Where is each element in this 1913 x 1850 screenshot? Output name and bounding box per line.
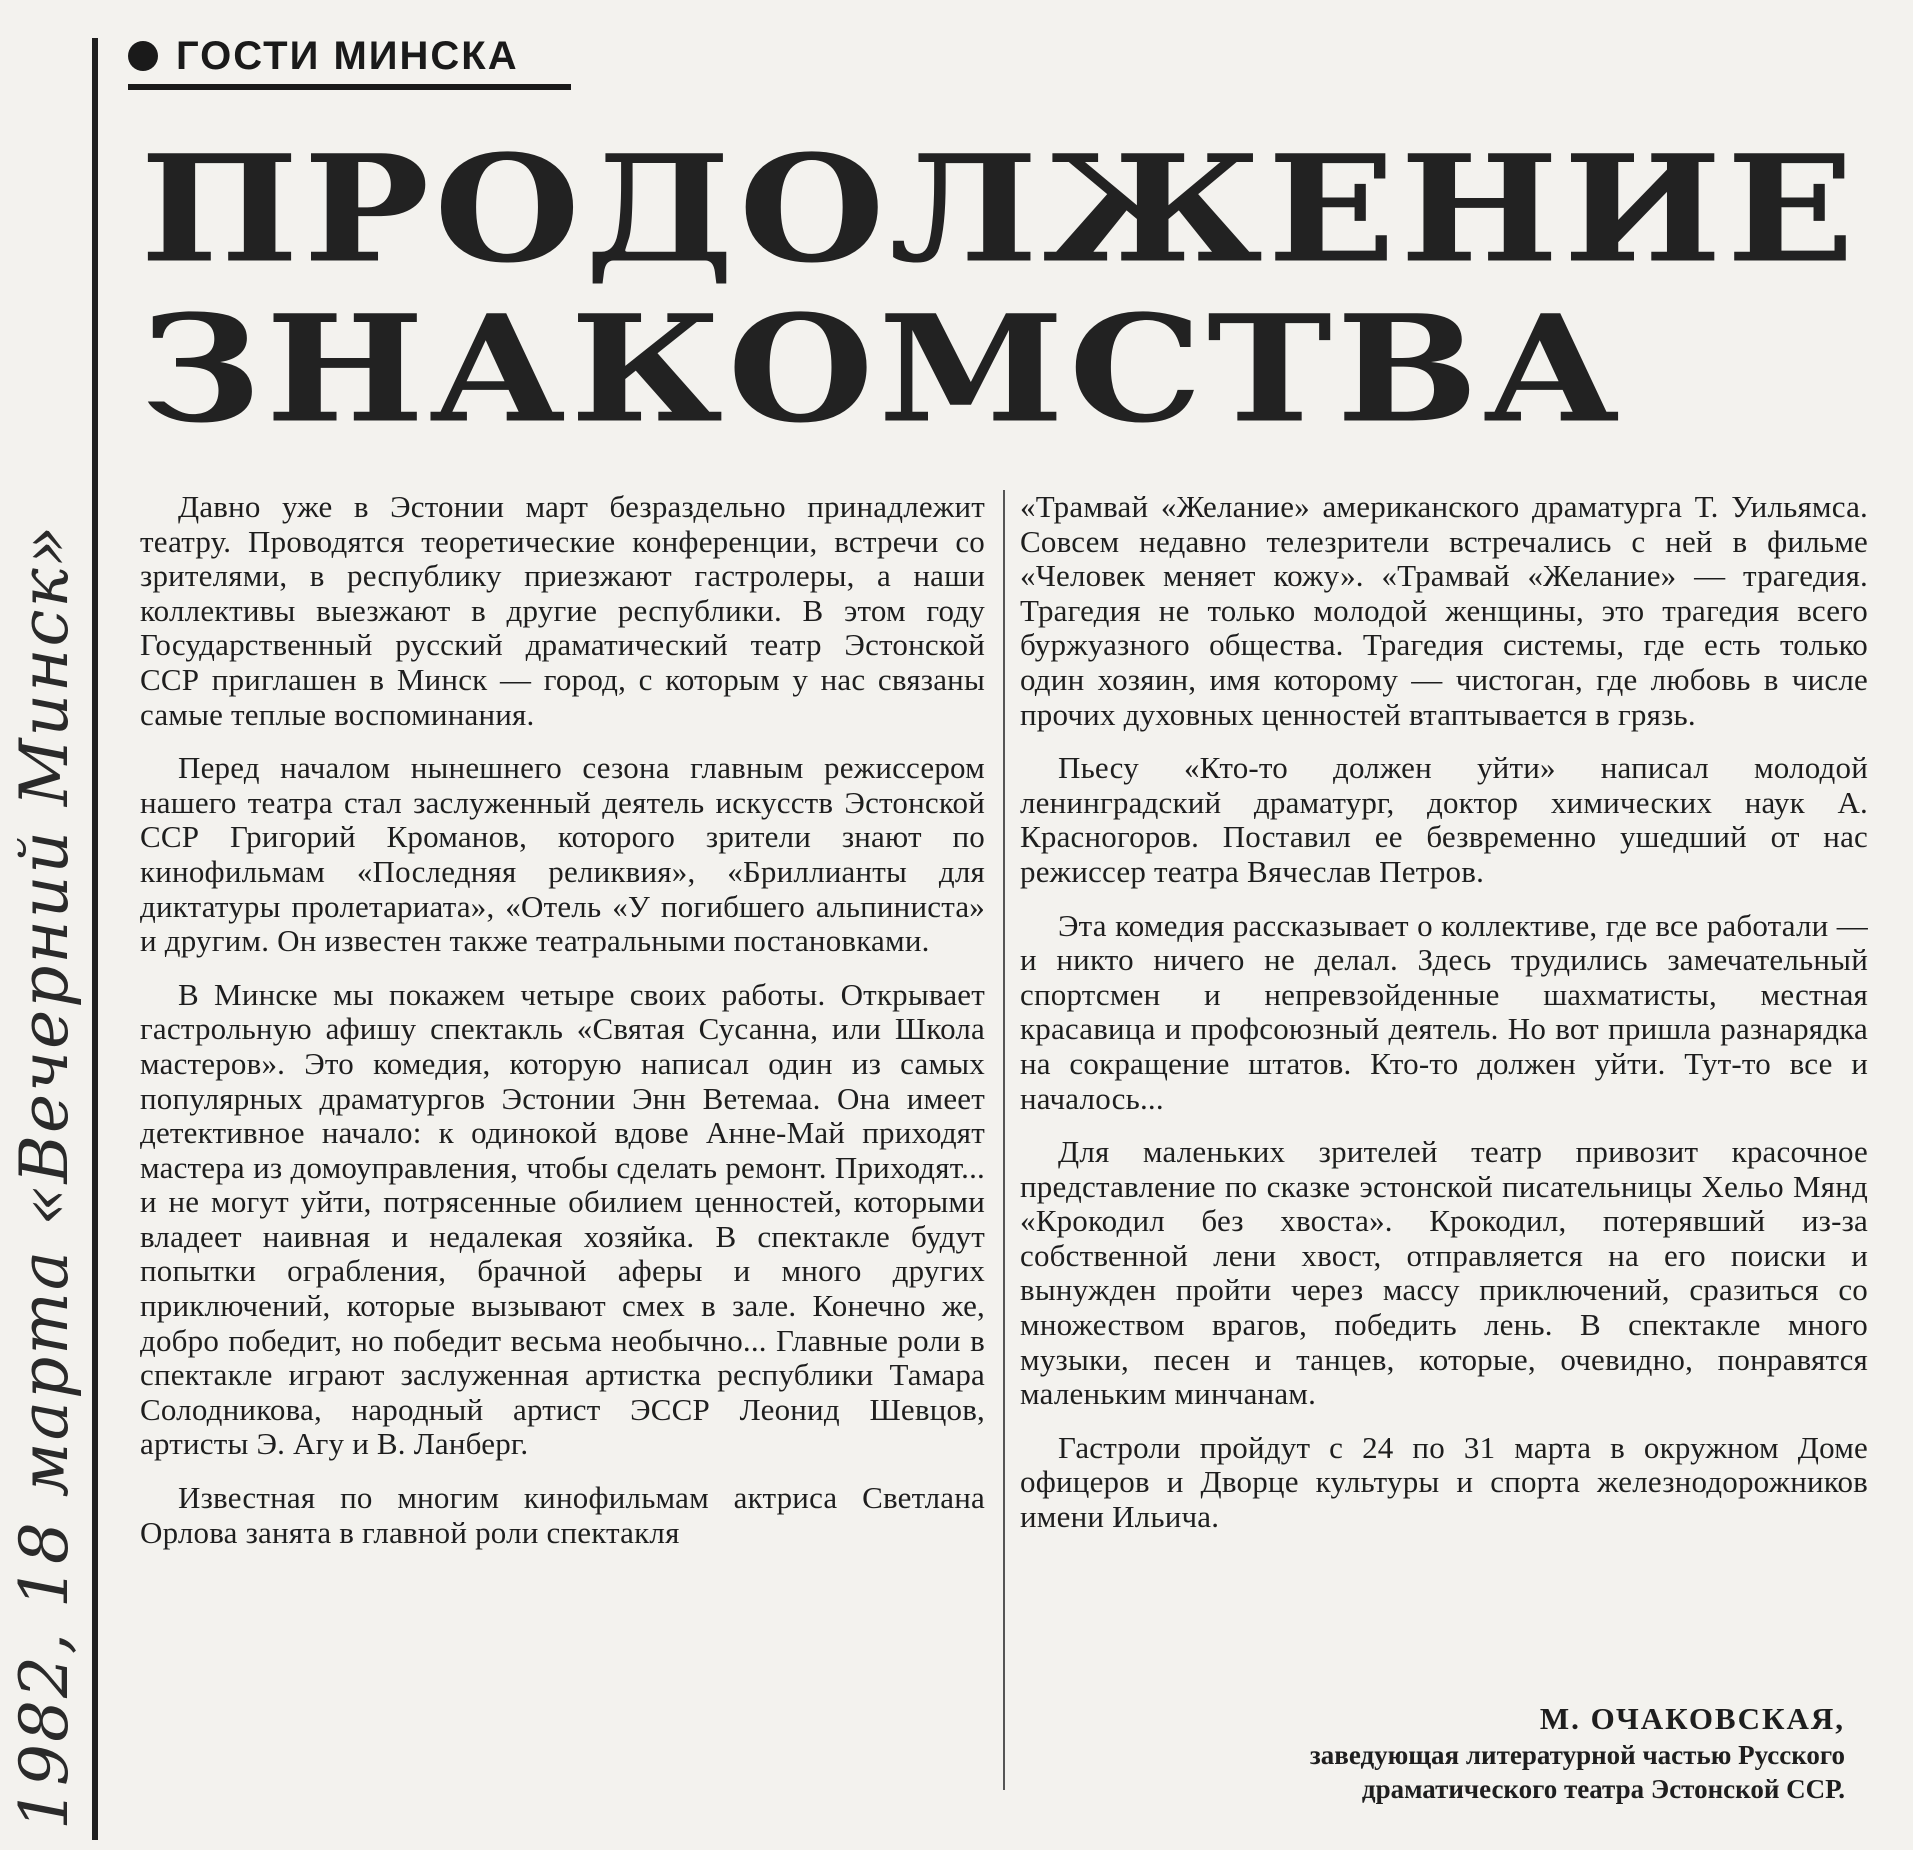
paragraph: В Минске мы покажем четыре своих работы. Открывает гастрольную афишу спектакль «Святая Сусанна, или Школа мастеров». Это комедия, которую написал один из самых популярных драматургов Эстонии Энн Ветемаа. Она имеет детективное начало: к одинокой вдове Анне-Май приходят мастера из домоуправления, чтобы сделать ремонт. Приходят... и не могут уйти, потрясенные обилием ценностей, которыми владеет наивная и недалекая хозяйка. В спектакле будут попытки ограбления, брачной аферы и много других приключений, которые вызывают смех в зале. Конечно же, добро победит, но победит весьма необычно... Главные роли в спектакле играют заслуженная артистка республики Тамара Солодникова, народный артист ЭССР Леонид Шевцов, артисты Э. Агу и В. Ланберг. <box>140 976 985 1462</box>
rubric-label: ГОСТИ МИНСКА <box>176 33 519 78</box>
paragraph: Давно уже в Эстонии март безраздельно принадлежит театру. Проводятся теоретические конференции, встречи со зрителями, в республику приезжают гастролеры, а наши коллективы выезжают в другие республики. В этом году Государственный русский драматический театр Эстонской ССР приглашен в Минск — город, с которым у нас связаны самые теплые воспоминания. <box>140 489 985 732</box>
rubric-underline <box>128 84 571 90</box>
headline-line-1: ПРОДОЛЖЕНИЕ <box>140 123 1859 296</box>
author-signature <box>1020 1700 1845 1806</box>
bullet-icon <box>128 41 158 71</box>
paragraph: Для маленьких зрителей театр привозит красочное представление по сказке эстонской писательницы Хельо Мянд «Крокодил без хвоста». Крокодил, потерявший из-за собственной лени хвост, отправляется на его поиски и вынужден пройти через массу приключений, сразиться со множеством врагов, победить лень. В спектакле много музыки, песен и танцев, которые, очевидно, понравятся маленьким минчанам. <box>1020 1134 1868 1412</box>
paragraph: Гастроли пройдут с 24 по 31 марта в окружном Доме офицеров и Дворце культуры и спорта железнодорожников имени Ильича. <box>1020 1429 1868 1535</box>
paragraph: Пьесу «Кто-то должен уйти» написал молодой ленинградский драматург, доктор химических наук А. Красногоров. Поставил ее безвременно ушедший от нас режиссер театра Вячеслав Петров. <box>1020 750 1868 889</box>
article-column-left <box>140 490 985 1569</box>
author-name: М. ОЧАКОВСКАЯ, <box>1539 1701 1845 1736</box>
paragraph: Перед началом нынешнего сезона главным режиссером нашего театра стал заслуженный деятель искусств Эстонской ССР Григорий Кроманов, которого зрители знают по кинофильмам «Последняя реликвия», «Бриллианты для диктатуры пролетариата», «Отель «У погибшего альпиниста» и другим. Он известен также театральными постановками. <box>140 750 985 959</box>
paragraph: Эта комедия рассказывает о коллективе, где все работали — и никто ничего не делал. Здесь трудились замечательный спортсмен и непревзойденные шахматисты, местная красавица и профсоюзный деятель. Но вот пришла разнарядка на сокращение штатов. Кто-то должен уйти. Тут-то все и началось... <box>1020 907 1868 1116</box>
paragraph: «Трамвай «Желание» американского драматурга Т. Уильямса. Совсем недавно телезрители встречались с ней в фильме «Человек меняет кожу». «Трамвай «Желание» — трагедия. Трагедия не только молодой женщины, это трагедия всего буржуазного общества. Трагедия системы, где есть только один хозяин, имя которому — чистоган, где любовь в числе прочих духовных ценностей втаптывается в грязь. <box>1020 489 1868 732</box>
article-column-right <box>1020 490 1868 1554</box>
headline-line-2: ЗНАКОМСТВА <box>140 283 1625 456</box>
paragraph: Известная по многим кинофильмам актриса Светлана Орлова занята в главной роли спектакля <box>140 1480 985 1550</box>
column-divider <box>1003 490 1005 1790</box>
author-role-line-1: заведующая литературной частью Русского <box>1309 1740 1845 1770</box>
author-role-line-2: драматического театра Эстонской ССР. <box>1361 1774 1845 1804</box>
section-rubric <box>128 26 519 86</box>
handwritten-source-note: 1982, 18 марта «Вечерний Минск» <box>6 523 83 1830</box>
left-margin-rule <box>92 38 98 1840</box>
